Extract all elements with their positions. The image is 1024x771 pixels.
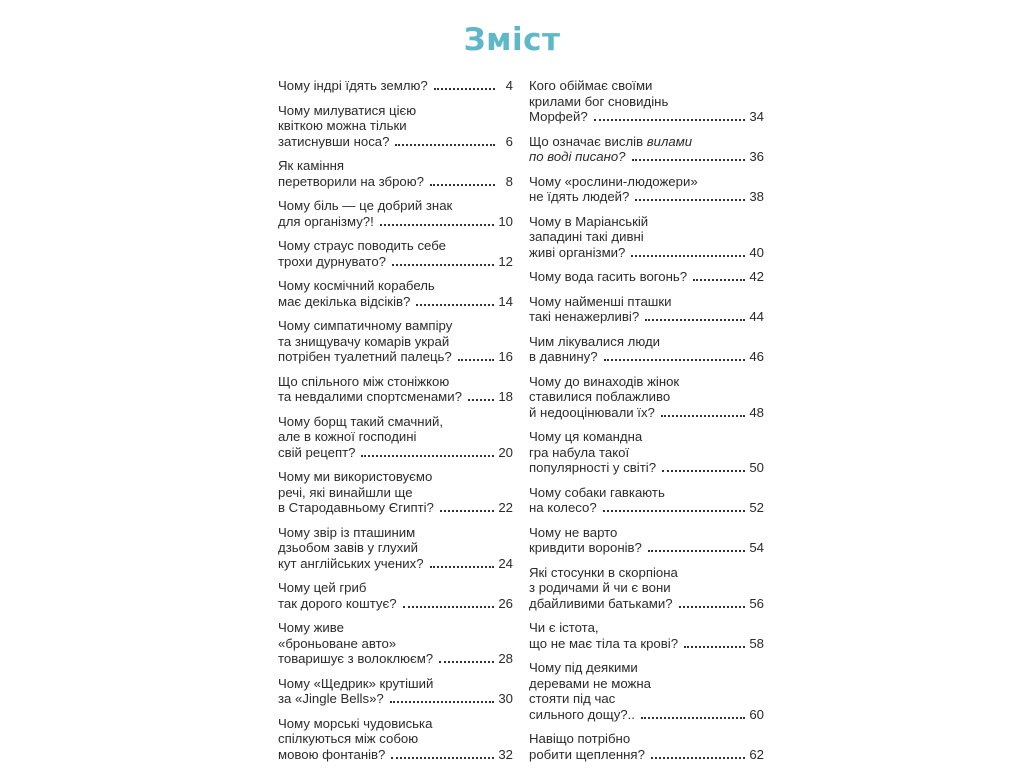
page-number: 18 (498, 389, 513, 404)
page-number: 58 (749, 635, 764, 651)
toc-column-right (529, 78, 764, 771)
toc-entry[interactable] (529, 78, 764, 125)
toc-entry-line: Чому морські чудовиська (278, 715, 433, 731)
dot-leader (632, 159, 746, 161)
toc-entry-line: деревами не можна (529, 675, 651, 691)
toc-entry-line: дзьобом завів у глухий (278, 540, 418, 555)
toc-entry-line: з родичами й чи є вони (529, 580, 671, 595)
page-number: 20 (498, 444, 513, 460)
dot-leader (651, 757, 745, 759)
page-number: 48 (749, 404, 764, 420)
toc-entry-last-line (278, 445, 513, 461)
dot-leader (631, 255, 745, 257)
toc-entry-last-line (278, 214, 513, 230)
toc-entry-line: Чому борщ такий смачний, (278, 413, 443, 429)
toc-entry-text: товаришує з волоклюєм? (278, 651, 434, 666)
dot-leader (693, 279, 745, 281)
dot-leader (458, 359, 495, 361)
toc-entry[interactable] (278, 198, 513, 229)
page-number: 30 (498, 691, 513, 706)
toc-entry-line: Чому ця командна (529, 429, 643, 444)
page-number: 44 (749, 309, 764, 324)
dot-leader (635, 199, 745, 201)
toc-entry-text: затиснувши носа? (278, 133, 390, 149)
toc-entry-last-line (278, 747, 513, 763)
toc-entry-text: що не має тіла та крові? (529, 635, 679, 651)
toc-entry-line: Чому «рослини-людожери» (529, 173, 698, 189)
page-number: 28 (498, 651, 513, 666)
toc-entry[interactable] (529, 134, 764, 165)
toc-entry-last-line (529, 747, 764, 763)
dot-leader (468, 399, 494, 401)
toc-entry-last-line (529, 149, 764, 165)
toc-entry-text: по воді писано? (529, 149, 626, 164)
toc-entry-last-line (529, 269, 764, 285)
toc-entry[interactable] (529, 429, 764, 476)
toc-entry-line: гра набула такої (529, 444, 630, 460)
toc-entry-last-line (278, 174, 513, 190)
dot-leader (395, 144, 495, 146)
dot-leader (440, 510, 494, 512)
dot-leader (434, 88, 495, 90)
toc-entry-line: Чому симпатичному вампіру (278, 318, 453, 333)
toc-entry-line: та знищувачу комарів украй (278, 333, 450, 349)
toc-entry-line: стояти під час (529, 691, 616, 706)
dot-leader (391, 757, 494, 759)
toc-entry-last-line (529, 596, 764, 612)
toc-entry-line: Чому страус поводить себе (278, 238, 446, 253)
toc-entry-text: кривдити воронів? (529, 540, 642, 555)
toc-entry-last-line (278, 254, 513, 270)
toc-entry-last-line (529, 707, 764, 723)
toc-entry-last-line (529, 245, 764, 261)
toc-entry-last-line (529, 309, 764, 325)
toc-entry[interactable] (529, 485, 764, 516)
toc-entry-line: Чому під деякими (529, 660, 638, 675)
page-number: 40 (749, 244, 764, 260)
toc-entry[interactable] (278, 414, 513, 461)
toc-entry-last-line (278, 651, 513, 667)
toc-entry-line: Чому до винаходів жінок (529, 373, 680, 389)
toc-entry-line: Чи є істота, (529, 620, 599, 635)
toc-entry-text: мовою фонтанів? (278, 746, 386, 762)
page-number: 12 (498, 253, 513, 269)
toc-entry-last-line (529, 460, 764, 476)
toc-entry-line: Чому «Щедрик» крутіший (278, 675, 434, 691)
toc-entry-line: Чому милуватися цією (278, 102, 417, 118)
toc-entry[interactable] (278, 580, 513, 611)
toc-entry-last-line (278, 691, 513, 707)
toc-entry[interactable] (529, 269, 764, 285)
toc-entry-line: крилами бог сновидінь (529, 93, 669, 109)
dot-leader (661, 415, 745, 417)
toc-entry-text: та невдалими спортсменами? (278, 389, 462, 404)
dot-leader (430, 184, 495, 186)
toc-entry-text: робити щеплення? (529, 746, 645, 762)
page-number: 8 (505, 173, 513, 189)
page-title: Зміст (463, 22, 561, 58)
toc-entry-text: Морфей? (529, 109, 588, 124)
toc-entry-text: перетворили на зброю? (278, 173, 424, 189)
toc-entry-line: Чому не варто (529, 524, 618, 540)
toc-column-left (278, 78, 513, 771)
toc-entry-text: дбайливими батьками? (529, 595, 673, 611)
toc-entry-line: Чому найменші пташки (529, 293, 672, 309)
toc-entry-last-line (529, 540, 764, 556)
toc-entry-line: квіткою можна тільки (278, 118, 407, 133)
toc-entry-line: Чим лікувалися люди (529, 333, 661, 349)
toc-entry-line: Чому звір із пташиним (278, 524, 416, 540)
page-number: 60 (749, 706, 764, 722)
page-number: 16 (498, 349, 513, 364)
page-number: 42 (749, 269, 764, 284)
dot-leader (416, 304, 494, 306)
toc-entry[interactable] (529, 525, 764, 556)
toc-entry-line: речі, які винайшли ще (278, 484, 413, 500)
toc-entry-line: Чому живе (278, 620, 344, 635)
page-number: 24 (498, 555, 513, 571)
toc-entry-text: живі організми? (529, 244, 626, 260)
dot-leader (684, 646, 745, 648)
toc-entry-text: для організму?! (278, 213, 374, 229)
toc-entry[interactable] (278, 78, 513, 94)
toc-entry[interactable] (278, 620, 513, 667)
toc-entry-line: Що спільного між стоніжкою (278, 373, 450, 389)
toc-entry-text: в давнину? (529, 349, 598, 364)
toc-entry[interactable] (278, 318, 513, 365)
dot-leader (380, 224, 495, 226)
toc-entry[interactable] (529, 620, 764, 651)
toc-entry[interactable] (529, 334, 764, 365)
toc-entry[interactable] (529, 660, 764, 722)
toc-entry-last-line (529, 349, 764, 365)
dot-leader (392, 264, 494, 266)
page-number: 54 (749, 540, 764, 555)
page-number: 6 (505, 133, 513, 149)
toc-entry-text: потрібен туалетний палець? (278, 349, 452, 364)
toc-entry[interactable] (278, 374, 513, 405)
dot-leader (679, 606, 746, 608)
toc-entry-line: Що означає вислів вилами (529, 133, 693, 149)
toc-entry-line: Чому космічний корабель (278, 278, 435, 293)
toc-entry-text: свій рецепт? (278, 444, 356, 460)
toc-entry-last-line (278, 349, 513, 365)
toc-entry-line: Чому собаки гавкають (529, 484, 665, 500)
toc-entry-last-line (529, 500, 764, 516)
toc-entry-text: так дорого коштує? (278, 595, 397, 611)
toc-entry-line: Чому біль — це добрий знак (278, 198, 453, 213)
toc-entry-text: має декілька відсіків? (278, 293, 411, 309)
toc-entry-text: Чому вода гасить вогонь? (529, 269, 688, 284)
toc-entry-line: але в кожної господині (278, 429, 417, 444)
toc-entry[interactable] (278, 469, 513, 516)
toc-entry-last-line (529, 636, 764, 652)
page-number: 26 (498, 595, 513, 611)
page-number: 46 (749, 349, 764, 364)
toc-entry-line: «броньоване авто» (278, 635, 397, 651)
page-number: 22 (498, 500, 513, 515)
toc-entry[interactable] (278, 525, 513, 572)
toc-entry-text: не їдять людей? (529, 189, 630, 204)
page-number: 4 (505, 78, 513, 93)
toc-entry-line: ставилися поблажливо (529, 389, 671, 404)
toc-entry-last-line (278, 134, 513, 150)
toc-entry-last-line (278, 596, 513, 612)
toc-entry-last-line (529, 109, 764, 125)
dot-leader (662, 470, 745, 472)
dot-leader (641, 717, 745, 719)
toc-entry[interactable] (278, 238, 513, 269)
toc-entry-line: Навіщо потрібно (529, 731, 631, 746)
toc-entry-line: Які стосунки в скорпіона (529, 564, 678, 580)
toc-entry-text: трохи дурнувато? (278, 253, 386, 269)
toc-entry-last-line (278, 78, 513, 94)
toc-entry-text: кут англійських учених? (278, 555, 424, 571)
toc-entry[interactable] (529, 731, 764, 762)
toc-entry-line: Чому в Маріанській (529, 213, 649, 229)
page-number: 50 (749, 460, 764, 475)
toc-entry-text: популярності у світі? (529, 460, 657, 475)
toc-entry-text: за «Jingle Bells»? (278, 691, 384, 706)
dot-leader (604, 359, 746, 361)
dot-leader (603, 510, 746, 512)
dot-leader (594, 119, 746, 121)
toc-entry[interactable] (529, 374, 764, 421)
toc-entry-text: й недооцінювали їх? (529, 404, 655, 420)
toc-entry-last-line (278, 500, 513, 516)
toc-entry[interactable] (529, 294, 764, 325)
toc-entry-line: Як каміння (278, 158, 345, 173)
dot-leader (430, 566, 495, 568)
toc-entry-last-line (529, 189, 764, 205)
toc-entry-last-line (278, 556, 513, 572)
toc-entry-text: сильного дощу?.. (529, 706, 635, 722)
page-number: 10 (498, 213, 513, 229)
dot-leader (361, 455, 494, 457)
toc-entry-line: западині такі дивні (529, 229, 644, 244)
toc-entry[interactable] (278, 676, 513, 707)
dot-leader (439, 661, 494, 663)
toc-entry-line: Чому цей гриб (278, 580, 367, 595)
toc-entry[interactable] (278, 158, 513, 189)
toc-entry-text: на колесо? (529, 500, 597, 515)
toc-entry[interactable] (278, 278, 513, 309)
dot-leader (645, 319, 745, 321)
toc-entry-last-line (278, 294, 513, 310)
page-number: 32 (498, 746, 513, 762)
toc-entry[interactable] (278, 103, 513, 150)
dot-leader (648, 550, 745, 552)
toc-entry[interactable] (278, 716, 513, 763)
toc-entry[interactable] (529, 174, 764, 205)
page-number: 56 (749, 595, 764, 611)
toc-entry-line: Кого обіймає своїми (529, 78, 653, 93)
dot-leader (390, 701, 495, 703)
toc-entry-text: в Стародавньому Єгипті? (278, 500, 434, 515)
page-number: 52 (749, 500, 764, 515)
page-number: 14 (498, 293, 513, 309)
page-number: 36 (749, 149, 764, 164)
toc-entry-last-line (529, 405, 764, 421)
toc-entry-line: спілкуються між собою (278, 731, 419, 746)
toc-entry-text: такі ненажерливі? (529, 309, 640, 324)
page-number: 34 (749, 109, 764, 124)
page-number: 38 (749, 189, 764, 204)
dot-leader (403, 606, 495, 608)
toc-entry-last-line (278, 389, 513, 405)
toc-entry[interactable] (529, 565, 764, 612)
toc-entry[interactable] (529, 214, 764, 261)
toc-entry-text: Чому індрі їдять землю? (278, 78, 428, 93)
toc-entry-line: Чому ми використовуємо (278, 469, 433, 484)
page-number: 62 (749, 746, 764, 762)
